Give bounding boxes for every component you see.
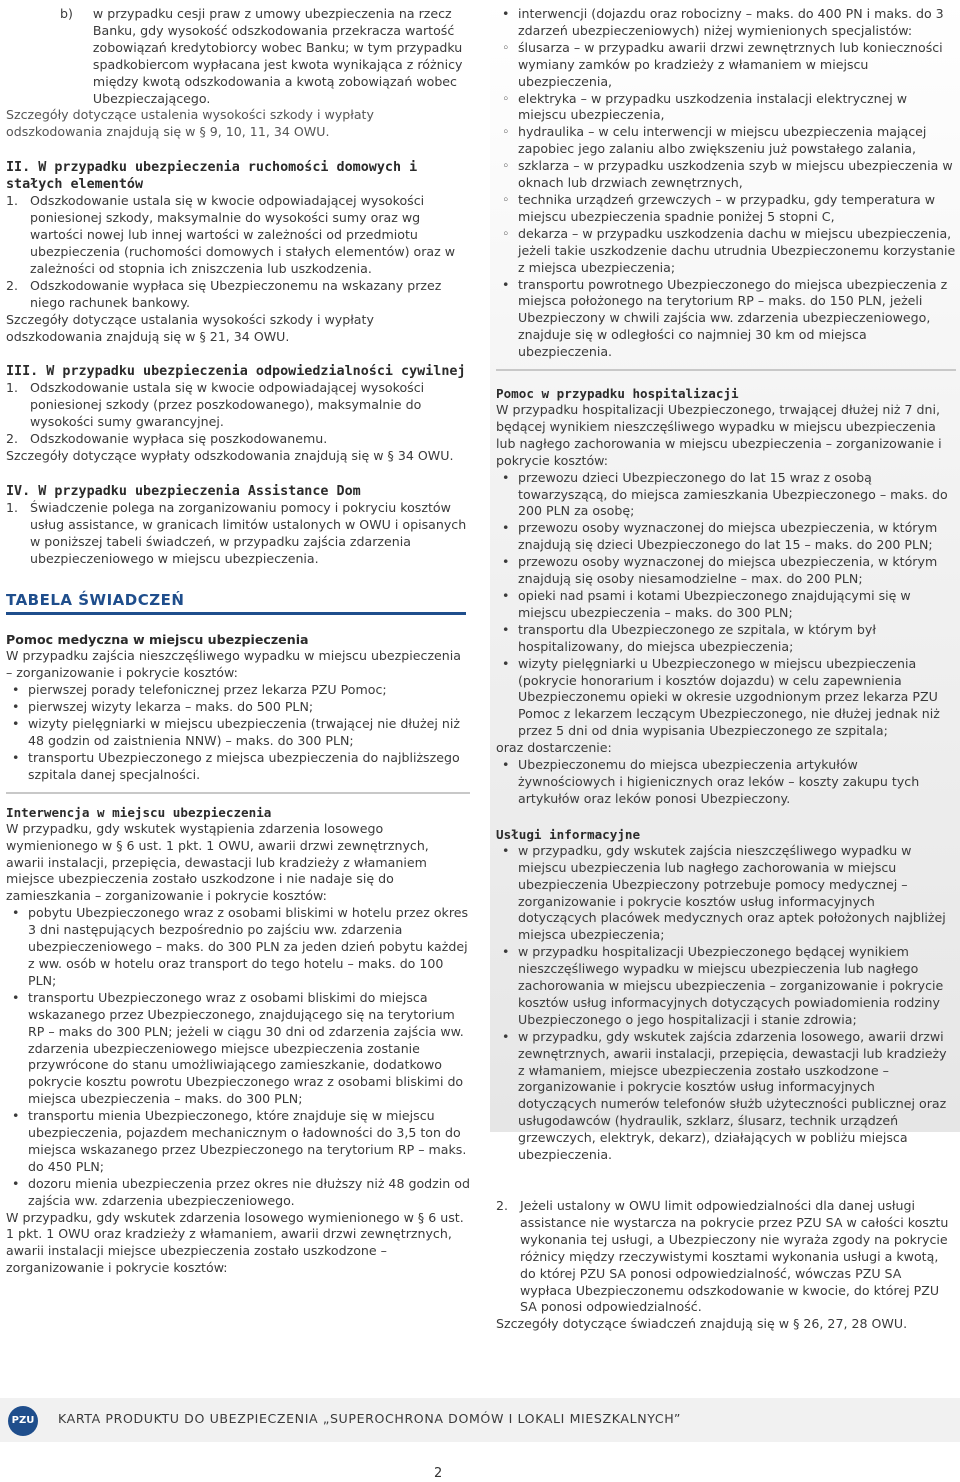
spacer [496,1164,956,1198]
med-intro: W przypadku zajścia nieszczęśliwego wypadku w miejscu ubezpieczenia – zorganizowanie i pokrycie kosztów: [6,648,462,681]
section-4-title: IV. W przypadku ubezpieczenia Assistance Dom [6,483,361,499]
details-3: Szczegóły dotyczące wypłaty odszkodowania znajdują się w § 34 OWU. [6,448,454,464]
list-item: ◦ ślusarza – w przypadku awarii drzwi zewnętrznych lub konieczności wymiany zamków po kradzieży z włamaniem w miejscu ubezpieczenia, [496,40,956,91]
info-list [496,843,956,1164]
list-item: • wizyty pielęgniarki u Ubezpieczonego w miejscu ubezpieczenia (pokrycie honorarium i kosztów dojazdu) w celu zapewnienia Ubezpieczonemu opieki w okresie uzgodnionym przez lekarza PZU Pomoc z lekarzem leczącym Ubezpieczonego, nie dłużej jednak niż przez 5 dni od dnia wypisania Ubezpieczonego ze szpitala; [496,656,956,741]
interw-list [496,6,956,40]
interv-title: Interwencja w miejscu ubezpieczenia [6,804,272,820]
details-1: Szczegóły dotyczące ustalenia wysokości szkody i wypłaty odszkodowania znajdują się w § 9, 10, 11, 34 OWU. [6,107,374,140]
divider [496,369,956,371]
transport-list [496,277,956,362]
list-item: • opieki nad psami i kotami Ubezpieczonego znajdującymi się w miejscu ubezpieczenia – maks. do 300 PLN; [496,588,956,622]
sec3-p1-text: Odszkodowanie ustala się w kwocie odpowiadającej wysokości poniesionej szkody (przez poszkodowanego), maksymalnie do wysokości sumy gwarancyjnej. [30,380,425,430]
sec2-p1-label: 1. [6,193,19,209]
list-item: • transportu powrotnego Ubezpieczonego do miejsca ubezpieczenia z miejsca położonego na terytorium RP – maks. do 150 PLN, jeżeli Ubezpieczony w chwili zajścia ww. zdarzenia ubezpieczeniowego, znajduje się w odległości co najmniej 30 km od miejsca ubezpieczenia. [496,277,956,362]
list-item: • transportu Ubezpieczonego z miejsca ubezpieczenia do najbliższego szpitala danej specjalności. [6,750,470,784]
specialists-list [496,40,956,277]
sec3-p2-text: Odszkodowanie wypłaca się poszkodowanemu. [30,431,328,447]
list-item: • transportu Ubezpieczonego wraz z osobami bliskimi do miejsca wskazanego przez Ubezpieczonego, znajdującego się na terytorium RP – maks do 300 PLN; jeżeli w ciągu 30 dni od zdarzenia zajścia ww. zdarzenia ubezpieczeniowego miejsce ubezpieczenia zostanie przywrócone do stanu umożliwiającego zamieszkanie, dodatkowo pokrycie kosztu powrotu Ubezpieczonego wraz z osobami bliskimi do miejsca ubezpieczenia – maks. do 300 PLN; [6,990,470,1108]
list-item: ◦ elektryka – w przypadku uszkodzenia instalacji elektrycznej w miejscu ubezpieczenia, [496,91,956,125]
page-number: 2 [434,1466,443,1481]
list-item: • Ubezpieczonemu do miejsca ubezpieczenia artykułów żywnościowych i higienicznych oraz leków – koszty zakupu tych artykułów oraz leków ponosi Ubezpieczony. [496,757,956,808]
oraz-label: oraz dostarczenie: [496,740,612,756]
list-item: • transportu dla Ubezpieczonego ze szpitala, w którym był hospitalizowany, do miejsca ubezpieczenia; [496,622,956,656]
divider [6,792,470,794]
list-item: • w przypadku hospitalizacji Ubezpieczonego będącej wynikiem nieszczęśliwego wypadku w miejscu ubezpieczenia lub nagłego zachorowania w miejscu ubezpieczenia – zorganizowanie i pokrycie kosztów usług informacyjnych dotyczących powiadomienia rodziny Ubezpieczonego o jego hospitalizacji i stanie zdrowia; [496,944,956,1029]
section-2-title: II. W przypadku ubezpieczenia ruchomości domowych i stałych elementów [6,160,418,193]
sec3-p1 [6,380,470,431]
hosp-intro: W przypadku hospitalizacji Ubezpieczonego, trwającej dłużej niż 7 dni, będącej wynikiem nieszczęśliwego wypadku w miejscu ubezpieczenia lub nagłego zachorowania w miejscu ubezpieczenia – zorganizowanie i pokrycie kosztów: [496,402,942,468]
oraz-list [496,757,956,808]
list-item: • pobytu Ubezpieczonego wraz z osobami bliskimi w hotelu przez okres 3 dni następujących bezpośrednio po zajściu ww. zdarzenia ubezpieczeniowego – maks. do 300 PLN za jeden dzień pobytu każdej z ww. osób w hotelu oraz transport do tego hotelu – maks. do 100 PLN; [6,905,470,990]
interv-intro: W przypadku, gdy wskutek wystąpienia zdarzenia losowego wymienionego w § 6 ust. 1 pkt. 1 OWU, awarii drzwi zewnętrznych, awarii instalacji, przepięcia, dewastacji lub kradzieży z włamaniem miejsce ubezpieczenia zostało uszkodzone i nie nadaje się do zamieszkania – zorganizowanie i pokrycie kosztów: [6,820,429,904]
item-b-text: w przypadku cesji praw z umowy ubezpieczenia na rzecz Banku, gdy wysokość odszkodowania przekracza wartość zobowiązań kredytobiorcy wobec Banku; w tym przypadku spadkobiercom wypłacana jest kwota wynikająca z różnicy między kwotą odszkodowania a kwotą zobowiązań wobec Ubezpieczającego. [92,6,463,106]
sec4-p1 [6,500,470,568]
list-item: • przewozu osoby wyznaczonej do miejsca ubezpieczenia, w którym znajdują się dzieci Ubezpieczonego do lat 15 – maks. do 200 PLN; [496,520,956,554]
med-list [6,682,470,783]
item-b-label: b) [60,6,73,21]
hosp-list [496,470,956,741]
list-item: ◦ dekarza – w przypadku uszkodzenia dachu w miejscu ubezpieczenia, jeżeli takie uszkodzenie dachu utrudnia Ubezpieczonemu korzystanie z miejsca ubezpieczenia; [496,226,956,277]
details-2: Szczegóły dotyczące ustalania wysokości szkody i wypłaty odszkodowania znajdują się w § 21, 34 OWU. [6,311,374,344]
sec3-p2 [6,431,470,448]
info-title: Usługi informacyjne [496,826,641,842]
list-item: • pierwszej wizyty lekarza – maks. do 500 PLN; [6,699,470,716]
list-item: • w przypadku, gdy wskutek zajścia zdarzenia losowego, awarii drzwi zewnętrznych, awarii instalacji, przepięcia, dewastacji lub kradzieży z włamaniem, miejsce ubezpieczenia zostało uszkodzone – zorganizowanie i pokrycie kosztów usług informacyjnych dotyczących numerów telefonów służb użyteczności publicznej oraz usługodawców (hydraulik, szklarz, ślusarz, technik urządzeń grzewczych, elektryk, dekarz), działających w pobliżu miejsca ubezpieczenia. [496,1029,956,1164]
footer-title: KARTA PRODUKTU DO UBEZPIECZENIA „SUPEROCHRONA DOMÓW I LOKALI MIESZKALNYCH” [58,1411,682,1426]
pzu-logo: PZU [8,1406,38,1436]
point-2-label: 2. [496,1198,509,1213]
list-item: • pierwszej porady telefonicznej przez lekarza PZU Pomoc; [6,682,470,699]
right-column [496,6,956,1333]
list-item: • dozoru mienia ubezpieczenia przez okres nie dłuższy niż 48 godzin od zajścia ww. zdarzenia ubezpieczeniowego. [6,1176,470,1210]
left-column [6,6,470,1277]
sec2-p2 [6,278,470,312]
item-b [6,6,470,107]
section-3-title: III. W przypadku ubezpieczenia odpowiedzialności cywilnej [6,364,466,380]
sec2-p2-label: 2. [6,277,19,293]
sec3-p2-label: 2. [6,431,19,447]
tabela-title: TABELA ŚWIADCZEŃ [6,590,185,609]
list-item: ◦ hydraulika – w celu interwencji w miejscu ubezpieczenia mającej zapobiec jego zalaniu albo zwiększeniu już powstałego zalania, [496,124,956,158]
list-item: ◦ technika urządzeń grzewczych – w przypadku, gdy temperatura w miejscu ubezpieczenia spadnie poniżej 5 stopni C, [496,192,956,226]
sec3-p1-label: 1. [6,380,19,396]
sec4-p1-label: 1. [6,499,19,515]
list-item: • transportu mienia Ubezpieczonego, które znajduje się w miejscu ubezpieczenia, pojazdem mechanicznym o ładowności do 3,5 ton do miejsca wskazanego przez Ubezpieczonego na terytorium RP – maks. do 450 PLN; [6,1108,470,1176]
list-item: ◦ szklarza – w przypadku uszkodzenia szyb w miejscu ubezpieczenia w oknach lub drzwiach zewnętrznych, [496,158,956,192]
med-title: Pomoc medyczna w miejscu ubezpieczenia [6,632,309,648]
tabela-rule [6,612,466,615]
sec2-p1 [6,193,470,278]
interv-outro: W przypadku, gdy wskutek zdarzenia losowego wymienionego w § 6 ust. 1 pkt. 1 OWU oraz kradzieży z włamaniem, awarii drzwi zewnętrznych, awarii instalacji miejsce ubezpieczenia zostało uszkodzone – zorganizowanie i pokrycie kosztów: [6,1209,464,1276]
list-item: • przewozu osoby wyznaczonej do miejsca ubezpieczenia, w którym znajdują się osoby niesamodzielne – max. do 200 PLN; [496,554,956,588]
list-item: • interwencji (dojazdu oraz robocizny – maks. do 400 PN i maks. do 3 zdarzeń ubezpieczeniowych) niżej wymienionych specjalistów: [496,6,956,40]
point-2 [496,1198,956,1316]
point-2-text: Jeżeli ustalony w OWU limit odpowiedzialności dla danej usługi assistance nie wystarcza na pokrycie przez PZU SA w całości kosztu wykonania tej usługi, a Ubezpieczony nie wyraża zgody na pokrycie różnicy między rzeczywistymi kosztami wykonania usługi a kwotą, do której PZU SA ponosi odpowiedzialność, wówczas PZU SA wypłaca Ubezpieczonemu odszkodowanie w kwocie, do której PZU SA ponosi odpowiedzialność. [520,1198,949,1315]
interv-list [6,905,470,1209]
sec4-p1-text: Świadczenie polega na zorganizowaniu pomocy i pokryciu kosztów usług assistance, w granicach limitów ustalonych w OWU i opisanych w poniższej tabeli świadczeń, w przypadku zajścia zdarzenia ubezpieczeniowego w miejscu ubezpieczenia. [30,499,467,566]
hosp-title: Pomoc w przypadku hospitalizacji [496,386,739,402]
list-item: • w przypadku, gdy wskutek zajścia nieszczęśliwego wypadku w miejscu ubezpieczenia lub nagłego zachorowania w miejscu ubezpieczenia Ubezpieczony potrzebuje pomocy medycznej – zorganizowanie i pokrycie kosztów usług informacyjnych dotyczących placówek medycznych oraz aptek położonych najbliżej miejsca ubezpieczenia; [496,843,956,944]
sec2-p2-text: Odszkodowanie wypłaca się Ubezpieczonemu na wskazany przez niego rachunek bankowy. [30,277,442,310]
list-item: • wizyty pielęgniarki w miejscu ubezpieczenia (trwającej nie dłużej niż 48 godzin od zaistnienia NNW) – maks. do 300 PLN; [6,716,470,750]
sec2-p1-text: Odszkodowanie ustala się w kwocie odpowiadającej wysokości poniesionej szkody, maksymalnie do wysokości sumy oraz wg wartości nowej lub innej wartości w zależności od przedmiotu ubezpieczenia (ruchomości domowych i stałych elementów) oraz w zależności od stopnia ich zniszczenia lub uszkodzenia. [30,193,456,276]
details-final: Szczegóły dotyczące świadczeń znajdują się w § 26, 27, 28 OWU. [496,1316,908,1332]
list-item: • przewozu dzieci Ubezpieczonego do lat 15 wraz z osobą towarzyszącą, do miejsca zamieszkania Ubezpieczonego – maks. do 200 PLN za osobę; [496,470,956,521]
